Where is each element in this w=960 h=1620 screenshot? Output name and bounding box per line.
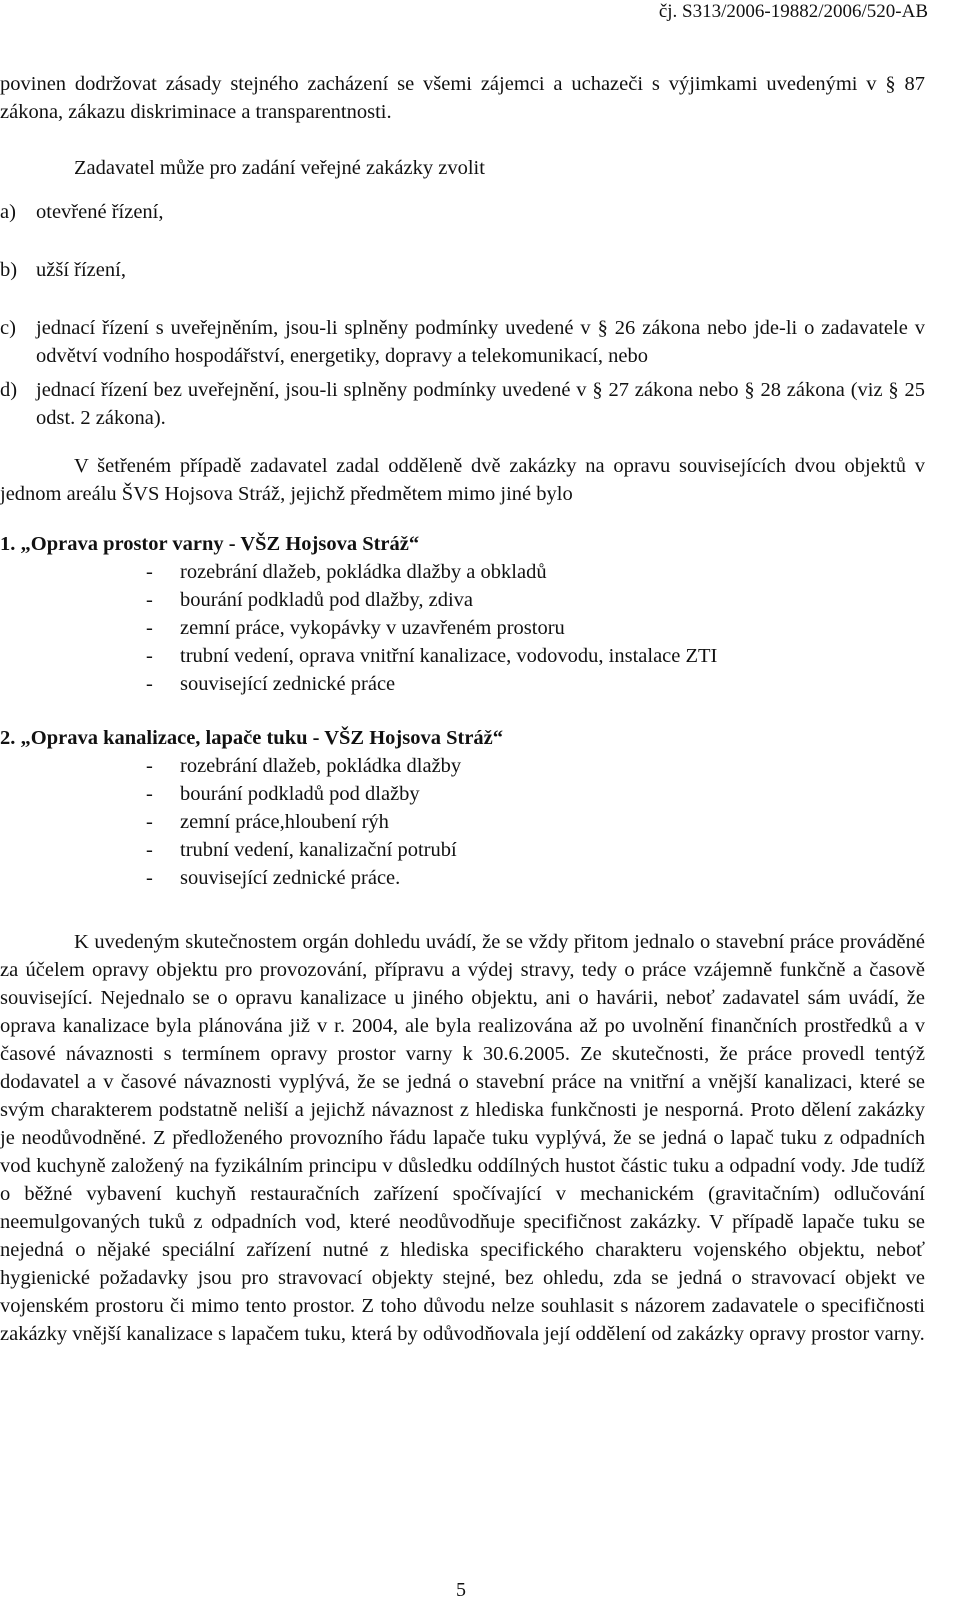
option-label: d) (0, 379, 18, 401)
option-a (0, 198, 925, 226)
work-item (0, 864, 925, 892)
work-item (0, 780, 925, 808)
work-item (0, 586, 925, 614)
work-item (0, 836, 925, 864)
option-text: otevřené řízení, (36, 201, 164, 223)
dash-marker: - (146, 783, 153, 805)
work-item-text: rozebrání dlažeb, pokládka dlažby (180, 755, 462, 777)
work-item-text: bourání podkladů pod dlažby, zdiva (180, 589, 473, 611)
option-c (0, 314, 925, 370)
work-item-text: rozebrání dlažeb, pokládka dlažby a obkladů (180, 561, 547, 583)
work-item (0, 670, 925, 698)
work-item (0, 752, 925, 780)
option-d (0, 376, 925, 432)
work-item-text: zemní práce, vykopávky v uzavřeném prostoru (180, 617, 565, 639)
dash-marker: - (146, 673, 153, 695)
option-label: a) (0, 201, 16, 223)
dash-marker: - (146, 589, 153, 611)
paragraph-intro: povinen dodržovat zásady stejného zacházení se všemi zájemci a uchazeči s výjimkami uvedenými v § 87 zákona, zákazu diskriminace a transparentnosti. (0, 73, 925, 123)
contract-2-title: 2. „Oprava kanalizace, lapače tuku - VŠZ Hojsova Stráž“ (0, 727, 504, 749)
paragraph-assessment: K uvedeným skutečnostem orgán dohledu uvádí, že se vždy přitom jednalo o stavební práce prováděné za účelem opravy objektu pro provozování, přípravu a výdej stravy, tedy o práce vzájemně funkčně a časově související. Nejednalo se o opravu kanalizace u jiného objektu, ani o havárii, neboť zadavatel sám uvádí, že oprava kanalizace byla plánována již v r. 2004, ale byla realizována až po uvolnění finančních prostředků a v časové návaznosti s termínem opravy prostor varny k 30.6.2005. Ze skutečnosti, že práce provedl tentýž dodavatel a v časové návaznosti vyplývá, že se jedná o stavební práce na vnitřní a vnější kanalizaci, které se svým charakterem podstatně neliší a jejichž návaznost z hlediska funkčnosti je nesporná. Proto dělení zakázky je neodůvodněné. Z předloženého provozního řádu lapače tuku vyplývá, že se jedná o lapač tuku z odpadních vod kuchyně založený na fyzikálním principu v důsledku oddílných hustot částic tuku a odpadní vody. Jde tudíž o běžné vybavení kuchyň restauračních zařízení spočívající v mechanickém (gravitačním) odlučování neemulgovaných tuků z odpadních vod, které neodůvodňuje specifičnost zakázky. V případě lapače tuku se nejedná o nějaké speciální zařízení nutné z hlediska specifického charakteru vojenského objektu, neboť hygienické požadavky jsou pro stravovací objekty stejné, bez ohledu, zda se jedná o stravovací objekt ve vojenském prostoru či mimo tento prostor. Z toho důvodu nelze souhlasit s názorem zadavatele o specifičnosti zakázky vnější kanalizace s lapačem tuku, která by odůvodňovala její oddělení od zakázky opravy prostor varny. (0, 931, 925, 1345)
dash-marker: - (146, 755, 153, 777)
work-item-text: související zednické práce. (180, 867, 401, 889)
work-item-text: související zednické práce (180, 673, 396, 695)
work-item-text: trubní vedení, oprava vnitřní kanalizace, vodovodu, instalace ZTI (180, 645, 718, 667)
work-item (0, 808, 925, 836)
work-item (0, 642, 925, 670)
work-item-text: bourání podkladů pod dlažby (180, 783, 420, 805)
dash-marker: - (146, 645, 153, 667)
work-item (0, 614, 925, 642)
work-item (0, 558, 925, 586)
page-number: 5 (456, 1579, 466, 1601)
paragraph-contracts-intro: V šetřeném případě zadavatel zadal odděleně dvě zakázky na opravu souvisejících dvou objektů v jednom areálu ŠVS Hojsova Stráž, jejichž předmětem mimo jiné bylo (0, 455, 925, 505)
dash-marker: - (146, 867, 153, 889)
option-text: jednací řízení bez uveřejnění, jsou-li splněny podmínky uvedené v § 27 zákona nebo § 28 zákona (viz § 25 odst. 2 zákona). (36, 379, 925, 429)
dash-marker: - (146, 811, 153, 833)
document-reference: čj. S313/2006-19882/2006/520-AB (658, 1, 928, 22)
work-item-text: zemní práce,hloubení rýh (180, 811, 389, 833)
dash-marker: - (146, 561, 153, 583)
contract-2-works (0, 752, 925, 892)
option-text: užší řízení, (36, 259, 126, 281)
work-item-text: trubní vedení, kanalizační potrubí (180, 839, 457, 861)
contract-1-works (0, 558, 925, 698)
dash-marker: - (146, 839, 153, 861)
contract-1-title: 1. „Oprava prostor varny - VŠZ Hojsova Stráž“ (0, 533, 420, 555)
dash-marker: - (146, 617, 153, 639)
option-text: jednací řízení s uveřejněním, jsou-li splněny podmínky uvedené v § 26 zákona nebo jde-li o zadavatele v odvětví vodního hospodářství, energetiky, dopravy a telekomunikací, nebo (36, 317, 925, 367)
option-label: b) (0, 259, 18, 281)
document-body (0, 70, 925, 1348)
option-label: c) (0, 317, 16, 339)
option-b (0, 256, 925, 284)
paragraph-procedures-intro: Zadavatel může pro zadání veřejné zakázky zvolit (74, 157, 485, 179)
